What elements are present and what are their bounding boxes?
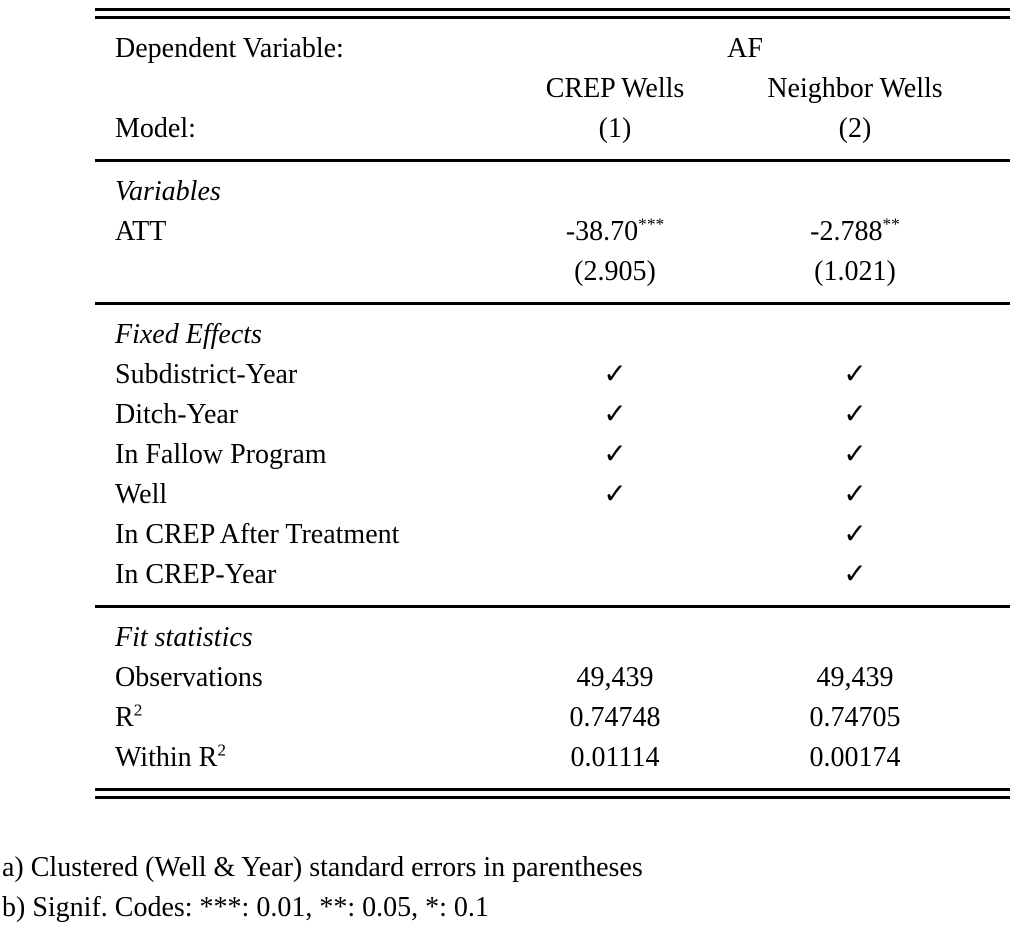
observations-col1: 49,439 xyxy=(576,662,654,693)
observations-col2: 49,439 xyxy=(816,662,894,693)
fit-statistic-label: Observations xyxy=(115,662,263,693)
fit-statistic-label: Within $R^2$ xyxy=(115,740,227,773)
significance-stars-col1: *** xyxy=(638,214,665,234)
within-r-squared-col2: 0.00174 xyxy=(809,742,901,773)
regression-table xyxy=(95,8,1010,799)
column-title-neighbor-wells: Neighbor Wells xyxy=(767,73,943,104)
variables-section-title: Variables xyxy=(115,176,221,207)
fixed-effect-row-well xyxy=(95,475,1010,515)
r-squared-col1: 0.74748 xyxy=(569,702,661,733)
fit-statistics-section-title-row xyxy=(95,618,1010,658)
table-notes xyxy=(2,848,643,928)
table-header-section xyxy=(95,19,1010,159)
fixed-effect-label: Ditch-Year xyxy=(115,399,239,430)
fixed-effects-section-title-row xyxy=(95,315,1010,355)
header-row-model xyxy=(95,109,1010,149)
fixed-effect-label: In CREP-Year xyxy=(115,559,277,590)
header-row-dependent-variable xyxy=(95,29,1010,69)
fixed-effect-label: In CREP After Treatment xyxy=(115,519,400,550)
significance-stars-col2: ** xyxy=(882,214,900,234)
standard-error-row xyxy=(95,252,1010,292)
top-double-rule xyxy=(95,8,1010,19)
model-number-1: (1) xyxy=(598,113,632,144)
fixed-effect-row-in-crep-after-treatment xyxy=(95,515,1010,555)
dependent-variable-label: Dependent Variable: xyxy=(115,33,344,64)
fit-row-r-squared xyxy=(95,698,1010,738)
fixed-effect-row-in-crep-year xyxy=(95,555,1010,595)
fit-row-observations xyxy=(95,658,1010,698)
att-coefficient-col1: -38.70*** xyxy=(565,214,665,247)
fixed-effect-label: Subdistrict-Year xyxy=(115,359,298,390)
att-coefficient-col2: -2.788** xyxy=(810,214,900,247)
r-squared-col2: 0.74705 xyxy=(809,702,901,733)
dependent-variable-value: AF xyxy=(727,33,763,64)
fixed-effect-label: In Fallow Program xyxy=(115,439,327,470)
checkmark-icon: ✓ xyxy=(603,439,627,470)
checkmark-icon: ✓ xyxy=(603,399,627,430)
checkmark-icon: ✓ xyxy=(843,399,867,430)
header-row-column-titles xyxy=(95,69,1010,109)
note-clustered-se: a) Clustered (Well & Year) standard errors in parentheses xyxy=(2,852,643,883)
fit-statistic-label: $R^2$ xyxy=(115,700,143,733)
att-label: ATT xyxy=(115,216,167,247)
checkmark-icon: ✓ xyxy=(843,519,867,550)
fixed-effects-section-title: Fixed Effects xyxy=(115,319,262,350)
model-label: Model: xyxy=(115,113,196,144)
fit-row-within-r-squared xyxy=(95,738,1010,778)
variables-section xyxy=(95,162,1010,302)
checkmark-icon: ✓ xyxy=(843,559,867,590)
coefficient-row-att xyxy=(95,212,1010,252)
fixed-effect-row-ditch-year xyxy=(95,395,1010,435)
att-standard-error-col1: (2.905) xyxy=(574,256,656,287)
variables-section-title-row xyxy=(95,172,1010,212)
model-number-2: (2) xyxy=(838,113,872,144)
att-standard-error-col2: (1.021) xyxy=(814,256,896,287)
fixed-effect-row-in-fallow-program xyxy=(95,435,1010,475)
checkmark-icon: ✓ xyxy=(603,479,627,510)
column-title-crep-wells: CREP Wells xyxy=(545,73,685,104)
fit-statistics-section-title: Fit statistics xyxy=(115,622,253,653)
checkmark-icon: ✓ xyxy=(603,359,627,390)
fixed-effect-row-subdistrict-year xyxy=(95,355,1010,395)
within-r-squared-col1: 0.01114 xyxy=(570,742,660,773)
bottom-double-rule xyxy=(95,788,1010,799)
fixed-effect-label: Well xyxy=(115,479,168,510)
fixed-effects-section xyxy=(95,305,1010,605)
checkmark-icon: ✓ xyxy=(843,479,867,510)
checkmark-icon: ✓ xyxy=(843,439,867,470)
checkmark-icon: ✓ xyxy=(843,359,867,390)
fit-statistics-section xyxy=(95,608,1010,788)
note-signif-codes: b) Signif. Codes: ***: 0.01, **: 0.05, *: 0.1 xyxy=(2,892,489,923)
